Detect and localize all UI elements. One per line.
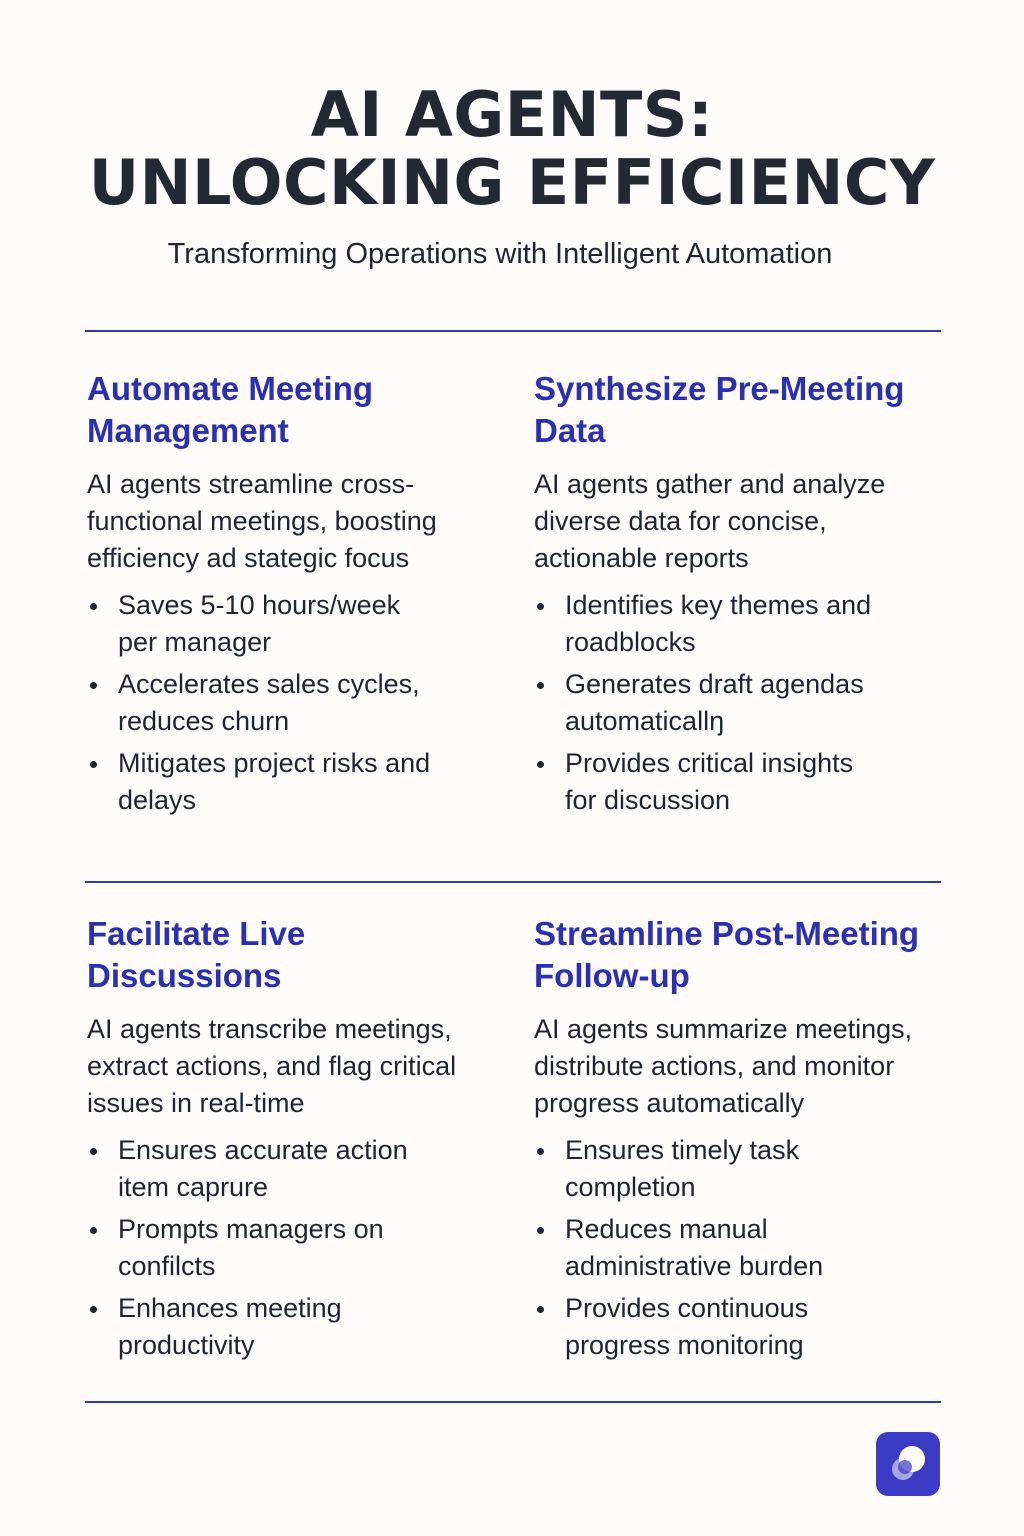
section-title: Streamline Post-Meeting Follow-up [534, 915, 920, 994]
section-facilitate-live-discussions [87, 913, 507, 1369]
section-streamline-post-meeting-follow-up [534, 913, 954, 1369]
bullet-item: Ensures accurate action item caprure [87, 1132, 438, 1206]
section-description: AI agents gather and analyze diverse data for concise, actionable reports [534, 469, 886, 573]
bullet-item: Mitigates project risks and delays [87, 745, 438, 819]
bullet-item: Prompts managers on confilcts [87, 1211, 438, 1285]
bullet-item: Enhances meeting productivity [87, 1290, 438, 1364]
page-title-line-2: UNLOCKING EFFICIENCY [88, 146, 936, 219]
brand-logo-icon [876, 1432, 940, 1496]
section-automate-meeting-management [87, 368, 507, 824]
bullet-item: Provides continuous progress monitoring [534, 1290, 885, 1364]
page-subtitle: Transforming Operations with Intelligent Automation [167, 238, 833, 270]
bullet-item: Saves 5-10 hours/week per manager [87, 587, 438, 661]
bullet-item: Provides critical insights for discussion [534, 745, 885, 819]
bullet-item: Accelerates sales cycles, reduces churn [87, 666, 438, 740]
section-title: Facilitate Live Discussions [87, 915, 306, 994]
divider-top [85, 330, 941, 332]
page-title-line-1: AI AGENTS: [310, 78, 714, 151]
section-title: Synthesize Pre-Meeting Data [534, 370, 905, 449]
section-description: AI agents streamline cross-functional meetings, boosting efficiency ad stategic focus [87, 469, 437, 573]
bullet-list [87, 587, 507, 819]
bullet-item: Ensures timely task completion [534, 1132, 885, 1206]
section-description: AI agents transcribe meetings, extract actions, and flag critical issues in real-time [87, 1014, 457, 1118]
bullet-list [534, 1132, 954, 1364]
section-title: Automate Meeting Management [87, 370, 374, 449]
divider-bottom [85, 1401, 941, 1403]
bullet-item: Identifies key themes and roadblocks [534, 587, 885, 661]
bullet-item: Reduces manual administrative burden [534, 1211, 885, 1285]
bullet-list [87, 1132, 507, 1364]
section-description: AI agents summarize meetings, distribute actions, and monitor progress automatically [534, 1014, 913, 1118]
brand-logo-glyph [876, 1432, 940, 1496]
bullet-item: Generates draft agendas automaticallŋ [534, 666, 885, 740]
section-synthesize-pre-meeting-data [534, 368, 954, 824]
bullet-list [534, 587, 954, 819]
divider-middle [85, 881, 941, 883]
